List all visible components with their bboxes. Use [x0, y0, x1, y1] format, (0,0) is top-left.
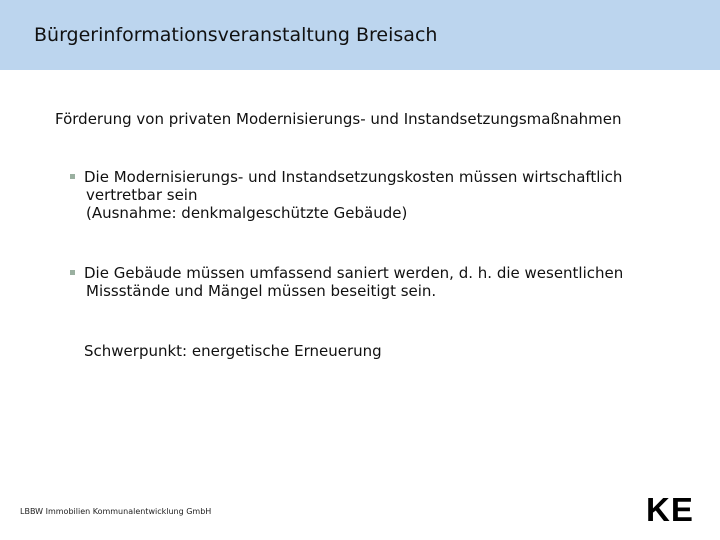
- bullet-line: Die Modernisierungs- und Instandsetzungskosten müssen wirtschaftlich: [84, 168, 623, 186]
- bullet-square-icon: [70, 174, 75, 179]
- bullet-line: Die Gebäude müssen umfassend saniert werden, d. h. die wesentlichen: [84, 264, 624, 282]
- bullet-line: Missstände und Mängel müssen beseitigt sein.: [86, 282, 437, 300]
- slide-title: Bürgerinformationsveranstaltung Breisach: [34, 24, 438, 46]
- ke-logo: KE: [646, 491, 694, 528]
- footer-company-name: LBBW Immobilien Kommunalentwicklung GmbH: [20, 507, 212, 516]
- bullet-line: vertretbar sein: [86, 186, 198, 204]
- bullet-text: [84, 168, 622, 222]
- bullet-line: (Ausnahme: denkmalgeschützte Gebäude): [86, 204, 408, 222]
- focus-statement: Schwerpunkt: energetische Erneuerung: [84, 342, 382, 360]
- bullet-text: [84, 264, 623, 300]
- bullet-square-icon: [70, 270, 75, 275]
- slide-subtitle: Förderung von privaten Modernisierungs- und Instandsetzungsmaßnahmen: [55, 110, 622, 128]
